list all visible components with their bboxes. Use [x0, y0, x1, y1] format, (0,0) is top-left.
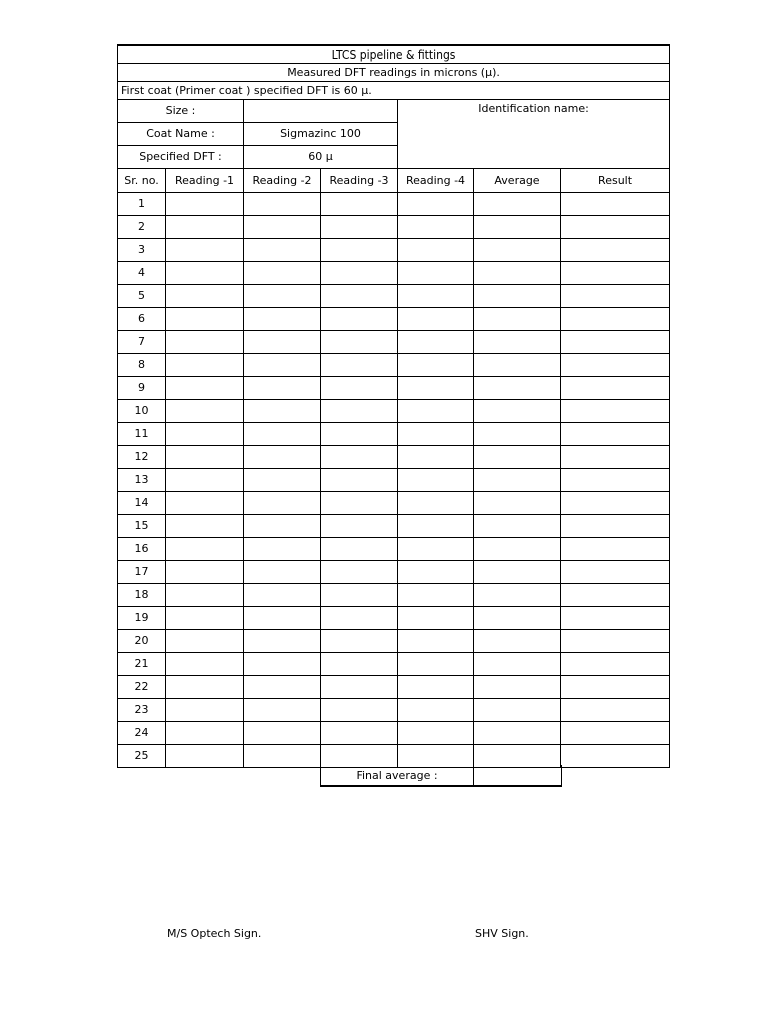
- specified-dft-label: Specified DFT :: [118, 146, 244, 169]
- reading-2-cell[interactable]: [244, 676, 321, 699]
- reading-4-cell[interactable]: [398, 722, 474, 745]
- reading-4-cell[interactable]: [398, 377, 474, 400]
- average-cell[interactable]: [474, 722, 561, 745]
- reading-2-cell[interactable]: [244, 699, 321, 722]
- reading-2-cell[interactable]: [244, 216, 321, 239]
- average-cell[interactable]: [474, 216, 561, 239]
- table-row: [118, 607, 670, 630]
- reading-2-cell[interactable]: [244, 492, 321, 515]
- table-row: [118, 469, 670, 492]
- reading-1-cell[interactable]: [166, 699, 244, 722]
- form-title: LTCS pipeline & fittings: [118, 45, 670, 64]
- dft-form: [117, 44, 669, 768]
- size-field[interactable]: [244, 100, 398, 123]
- reading-1-cell[interactable]: [166, 331, 244, 354]
- average-cell[interactable]: [474, 446, 561, 469]
- table-row: [118, 699, 670, 722]
- row-number: 11: [118, 423, 166, 446]
- table-row: [118, 676, 670, 699]
- reading-4-cell[interactable]: [398, 446, 474, 469]
- average-cell[interactable]: [474, 193, 561, 216]
- result-cell[interactable]: [561, 538, 670, 561]
- average-cell[interactable]: [474, 492, 561, 515]
- shv-signature-label: SHV Sign.: [475, 927, 529, 940]
- reading-2-cell[interactable]: [244, 584, 321, 607]
- identification-name-label: Identification name:: [478, 102, 589, 115]
- row-number: 21: [118, 653, 166, 676]
- reading-1-cell[interactable]: [166, 239, 244, 262]
- reading-2-cell[interactable]: [244, 630, 321, 653]
- row-number: 23: [118, 699, 166, 722]
- reading-3-cell[interactable]: [321, 676, 398, 699]
- reading-3-cell[interactable]: [321, 423, 398, 446]
- average-cell[interactable]: [474, 630, 561, 653]
- size-label: Size :: [118, 100, 244, 123]
- reading-4-cell[interactable]: [398, 331, 474, 354]
- reading-1-cell[interactable]: [166, 561, 244, 584]
- reading-1-cell[interactable]: [166, 676, 244, 699]
- average-cell[interactable]: [474, 423, 561, 446]
- reading-4-cell[interactable]: [398, 216, 474, 239]
- dft-table: [117, 44, 670, 768]
- result-cell[interactable]: [561, 699, 670, 722]
- reading-2-cell[interactable]: [244, 469, 321, 492]
- result-cell[interactable]: [561, 653, 670, 676]
- form-subtitle: Measured DFT readings in microns (µ).: [118, 64, 670, 82]
- reading-4-cell[interactable]: [398, 653, 474, 676]
- reading-3-cell[interactable]: [321, 607, 398, 630]
- reading-3-cell[interactable]: [321, 538, 398, 561]
- reading-4-cell[interactable]: [398, 239, 474, 262]
- reading-2-cell[interactable]: [244, 331, 321, 354]
- result-cell[interactable]: [561, 446, 670, 469]
- result-cell[interactable]: [561, 745, 670, 768]
- column-header-average: Average: [474, 169, 561, 193]
- reading-4-cell[interactable]: [398, 400, 474, 423]
- table-row: [118, 423, 670, 446]
- table-row: [118, 193, 670, 216]
- table-row: [118, 216, 670, 239]
- reading-4-cell[interactable]: [398, 607, 474, 630]
- average-cell[interactable]: [474, 469, 561, 492]
- row-number: 24: [118, 722, 166, 745]
- result-cell[interactable]: [561, 492, 670, 515]
- table-row: [118, 630, 670, 653]
- table-row: [118, 538, 670, 561]
- reading-3-cell[interactable]: [321, 262, 398, 285]
- coat-name-label: Coat Name :: [118, 123, 244, 146]
- table-row: [118, 400, 670, 423]
- reading-4-cell[interactable]: [398, 561, 474, 584]
- average-cell[interactable]: [474, 262, 561, 285]
- reading-1-cell[interactable]: [166, 469, 244, 492]
- row-number: 6: [118, 308, 166, 331]
- reading-3-cell[interactable]: [321, 722, 398, 745]
- average-cell[interactable]: [474, 400, 561, 423]
- coat-name-value: Sigmazinc 100: [244, 123, 398, 146]
- row-number: 2: [118, 216, 166, 239]
- table-row: [118, 308, 670, 331]
- reading-2-cell[interactable]: [244, 193, 321, 216]
- average-cell[interactable]: [474, 653, 561, 676]
- row-number: 10: [118, 400, 166, 423]
- table-row: [118, 722, 670, 745]
- result-cell[interactable]: [561, 262, 670, 285]
- table-row: [118, 285, 670, 308]
- table-row: [118, 446, 670, 469]
- average-cell[interactable]: [474, 676, 561, 699]
- reading-1-cell[interactable]: [166, 584, 244, 607]
- table-row: [118, 492, 670, 515]
- reading-3-cell[interactable]: [321, 308, 398, 331]
- average-cell[interactable]: [474, 515, 561, 538]
- result-cell[interactable]: [561, 308, 670, 331]
- table-row: [118, 584, 670, 607]
- result-cell[interactable]: [561, 515, 670, 538]
- average-cell[interactable]: [474, 285, 561, 308]
- reading-2-cell[interactable]: [244, 538, 321, 561]
- row-number: 14: [118, 492, 166, 515]
- reading-3-cell[interactable]: [321, 699, 398, 722]
- average-cell[interactable]: [474, 561, 561, 584]
- row-number: 25: [118, 745, 166, 768]
- result-cell[interactable]: [561, 239, 670, 262]
- table-row: [118, 561, 670, 584]
- reading-4-cell[interactable]: [398, 584, 474, 607]
- reading-3-cell[interactable]: [321, 400, 398, 423]
- reading-3-cell[interactable]: [321, 492, 398, 515]
- result-cell[interactable]: [561, 561, 670, 584]
- reading-1-cell[interactable]: [166, 653, 244, 676]
- reading-2-cell[interactable]: [244, 354, 321, 377]
- reading-1-cell[interactable]: [166, 722, 244, 745]
- reading-3-cell[interactable]: [321, 331, 398, 354]
- reading-4-cell[interactable]: [398, 193, 474, 216]
- average-cell[interactable]: [474, 308, 561, 331]
- table-row: [118, 354, 670, 377]
- table-row: [118, 653, 670, 676]
- reading-4-cell[interactable]: [398, 423, 474, 446]
- column-header-sr-no: Sr. no.: [118, 169, 166, 193]
- result-cell[interactable]: [561, 469, 670, 492]
- reading-1-cell[interactable]: [166, 377, 244, 400]
- reading-3-cell[interactable]: [321, 515, 398, 538]
- reading-2-cell[interactable]: [244, 308, 321, 331]
- result-cell[interactable]: [561, 676, 670, 699]
- row-number: 8: [118, 354, 166, 377]
- reading-3-cell[interactable]: [321, 469, 398, 492]
- reading-3-cell[interactable]: [321, 446, 398, 469]
- reading-3-cell[interactable]: [321, 653, 398, 676]
- average-cell[interactable]: [474, 584, 561, 607]
- column-header-reading-3: Reading -3: [321, 169, 398, 193]
- reading-3-cell[interactable]: [321, 285, 398, 308]
- reading-4-cell[interactable]: [398, 515, 474, 538]
- row-number: 9: [118, 377, 166, 400]
- row-number: 18: [118, 584, 166, 607]
- final-average-field[interactable]: [474, 765, 562, 786]
- final-average-label: Final average :: [321, 765, 474, 786]
- reading-4-cell[interactable]: [398, 354, 474, 377]
- reading-1-cell[interactable]: [166, 446, 244, 469]
- row-number: 20: [118, 630, 166, 653]
- table-row: [118, 239, 670, 262]
- reading-3-cell[interactable]: [321, 377, 398, 400]
- result-cell[interactable]: [561, 216, 670, 239]
- identification-name-cell[interactable]: [398, 100, 670, 169]
- reading-1-cell[interactable]: [166, 538, 244, 561]
- column-header-row: [118, 169, 670, 193]
- reading-1-cell[interactable]: [166, 515, 244, 538]
- reading-1-cell[interactable]: [166, 607, 244, 630]
- result-cell[interactable]: [561, 193, 670, 216]
- row-number: 19: [118, 607, 166, 630]
- reading-4-cell[interactable]: [398, 538, 474, 561]
- result-cell[interactable]: [561, 331, 670, 354]
- optech-signature-label: M/S Optech Sign.: [167, 927, 262, 940]
- table-row: [118, 331, 670, 354]
- reading-1-cell[interactable]: [166, 216, 244, 239]
- row-number: 15: [118, 515, 166, 538]
- average-cell[interactable]: [474, 538, 561, 561]
- result-cell[interactable]: [561, 722, 670, 745]
- row-number: 12: [118, 446, 166, 469]
- reading-1-cell[interactable]: [166, 423, 244, 446]
- reading-3-cell[interactable]: [321, 584, 398, 607]
- reading-2-cell[interactable]: [244, 722, 321, 745]
- row-number: 1: [118, 193, 166, 216]
- reading-2-cell[interactable]: [244, 377, 321, 400]
- reading-3-cell[interactable]: [321, 216, 398, 239]
- average-cell[interactable]: [474, 239, 561, 262]
- reading-2-cell[interactable]: [244, 446, 321, 469]
- reading-2-cell[interactable]: [244, 515, 321, 538]
- column-header-reading-1: Reading -1: [166, 169, 244, 193]
- result-cell[interactable]: [561, 354, 670, 377]
- reading-3-cell[interactable]: [321, 354, 398, 377]
- reading-1-cell[interactable]: [166, 400, 244, 423]
- reading-1-cell[interactable]: [166, 285, 244, 308]
- row-number: 4: [118, 262, 166, 285]
- column-header-reading-2: Reading -2: [244, 169, 321, 193]
- reading-4-cell[interactable]: [398, 492, 474, 515]
- reading-2-cell[interactable]: [244, 607, 321, 630]
- reading-2-cell[interactable]: [244, 745, 321, 768]
- reading-2-cell[interactable]: [244, 561, 321, 584]
- reading-1-cell[interactable]: [166, 492, 244, 515]
- reading-2-cell[interactable]: [244, 653, 321, 676]
- result-cell[interactable]: [561, 584, 670, 607]
- reading-3-cell[interactable]: [321, 239, 398, 262]
- result-cell[interactable]: [561, 423, 670, 446]
- reading-3-cell[interactable]: [321, 630, 398, 653]
- result-cell[interactable]: [561, 285, 670, 308]
- reading-4-cell[interactable]: [398, 285, 474, 308]
- row-number: 3: [118, 239, 166, 262]
- reading-2-cell[interactable]: [244, 423, 321, 446]
- reading-4-cell[interactable]: [398, 308, 474, 331]
- specified-dft-value: 60 µ: [244, 146, 398, 169]
- table-row: [118, 262, 670, 285]
- reading-4-cell[interactable]: [398, 262, 474, 285]
- reading-3-cell[interactable]: [321, 193, 398, 216]
- reading-4-cell[interactable]: [398, 469, 474, 492]
- reading-1-cell[interactable]: [166, 354, 244, 377]
- average-cell[interactable]: [474, 354, 561, 377]
- row-number: 22: [118, 676, 166, 699]
- average-cell[interactable]: [474, 699, 561, 722]
- reading-2-cell[interactable]: [244, 262, 321, 285]
- average-cell[interactable]: [474, 607, 561, 630]
- average-cell[interactable]: [474, 331, 561, 354]
- average-cell[interactable]: [474, 377, 561, 400]
- final-average-row: [320, 765, 562, 787]
- reading-1-cell[interactable]: [166, 630, 244, 653]
- column-header-reading-4: Reading -4: [398, 169, 474, 193]
- reading-1-cell[interactable]: [166, 745, 244, 768]
- column-header-result: Result: [561, 169, 670, 193]
- result-cell[interactable]: [561, 630, 670, 653]
- reading-3-cell[interactable]: [321, 561, 398, 584]
- row-number: 13: [118, 469, 166, 492]
- reading-1-cell[interactable]: [166, 193, 244, 216]
- reading-4-cell[interactable]: [398, 676, 474, 699]
- first-coat-note: First coat (Primer coat ) specified DFT is 60 µ.: [118, 82, 670, 100]
- reading-1-cell[interactable]: [166, 308, 244, 331]
- row-number: 17: [118, 561, 166, 584]
- reading-2-cell[interactable]: [244, 285, 321, 308]
- reading-2-cell[interactable]: [244, 400, 321, 423]
- reading-2-cell[interactable]: [244, 239, 321, 262]
- result-cell[interactable]: [561, 400, 670, 423]
- result-cell[interactable]: [561, 377, 670, 400]
- row-number: 16: [118, 538, 166, 561]
- row-number: 7: [118, 331, 166, 354]
- reading-1-cell[interactable]: [166, 262, 244, 285]
- result-cell[interactable]: [561, 607, 670, 630]
- table-row: [118, 515, 670, 538]
- row-number: 5: [118, 285, 166, 308]
- reading-4-cell[interactable]: [398, 699, 474, 722]
- table-row: [118, 377, 670, 400]
- reading-4-cell[interactable]: [398, 630, 474, 653]
